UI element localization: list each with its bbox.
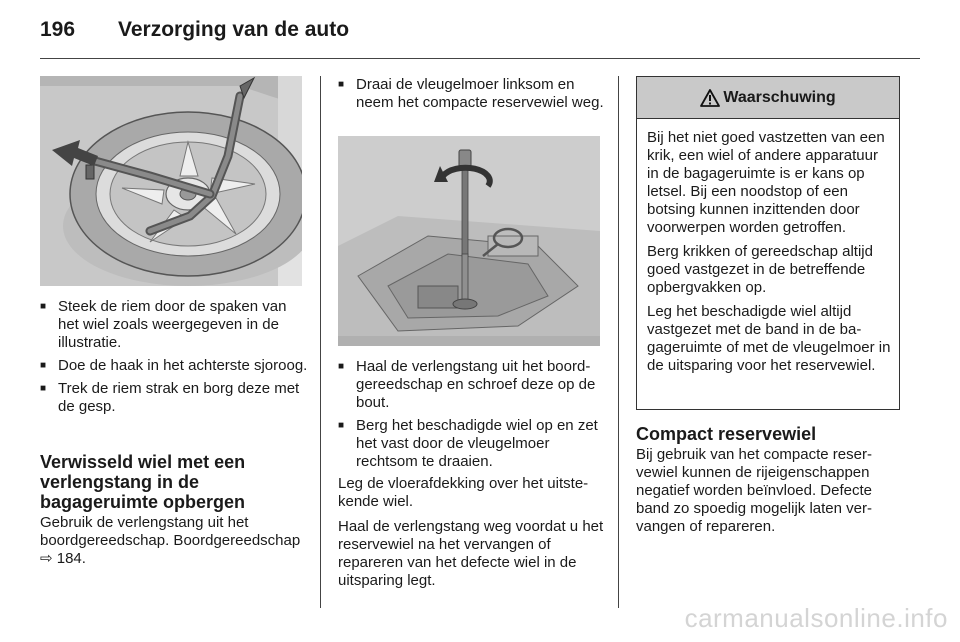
- paragraph-remove-rod: Haal de verlengstang weg voordat u het reservewiel na het vervangen of repareren van het defecte wiel in de uitsparing legt.: [338, 518, 604, 589]
- page-reference-link[interactable]: 184.: [56, 550, 86, 567]
- warning-header: [637, 77, 899, 119]
- chapter-title: Verzorging van de auto: [118, 18, 350, 41]
- warning-triangle-icon: [700, 89, 720, 107]
- list-item: ■ Doe de haak in het achterste sjoroog.: [40, 357, 308, 375]
- list-item: ■ Berg het beschadigde wiel op en zet het vast door de vleugelmoer rechtsom te draaien.: [338, 417, 606, 471]
- warning-paragraph: Leg het beschadigde wiel altijd vastgezet met de band in de bagageruimte of met de vleugelmoer in de uitsparing voor het reservewiel.: [647, 303, 891, 374]
- list-item: ■ Trek de riem strak en borg deze met de gesp.: [40, 380, 308, 416]
- warning-paragraph: Bij het niet goed vastzetten van een krik, een wiel of andere apparatuur in de bagageruimte is er kans op letsel. Bij een noodstop of een botsing kunnen inzittenden door voorwerpen worden getroffen.: [647, 129, 885, 236]
- paragraph-floor-cover: Leg de vloerafdekking over het uitstekende wiel.: [338, 475, 589, 510]
- page-header: [40, 16, 920, 50]
- extension-rod-bolt-illustration: [338, 136, 600, 346]
- list-item: ■ Haal de verlengstang uit het boordgereedschap en schroef deze op de bout.: [338, 358, 606, 412]
- warning-body: [637, 119, 899, 375]
- page-reference-arrow-icon: ⇨: [40, 550, 53, 567]
- warning-box: [636, 76, 900, 410]
- watermark-text: carmanualsonline.info: [684, 603, 948, 633]
- section-heading-stored-wheel: Verwisseld wiel met een verlengstang in de bagageruimte opbergen: [40, 452, 246, 512]
- page-number: 196: [40, 18, 76, 41]
- column-divider-1: [320, 76, 321, 608]
- list-item: ■ Draai de vleugelmoer linksom en neem het compacte reservewiel weg.: [338, 76, 606, 112]
- bullet-list-wing-nut: [338, 76, 606, 117]
- bullet-list-extension-rod: [338, 358, 606, 476]
- list-item: ■ Steek de riem door de spaken van het wiel zoals weergegeven in de illustratie.: [40, 298, 308, 352]
- paragraph-text: Gebruik de verlengstang uit het boordgereedschap. Boordgereedschap: [40, 514, 301, 549]
- paragraph-extension-rod: [40, 514, 302, 568]
- paragraph-compact-spare: Bij gebruik van het compacte reservewiel kunnen de rijeigenschappen negatief worden beïnvloed. Defecte band zo spoedig mogelijk laten vervangen of repareren.: [636, 446, 872, 535]
- warning-title: Waarschuwing: [723, 88, 836, 106]
- warning-paragraph: Berg krikken of gereedschap altijd goed vastgezet in de betreffende opbergvakken op.: [647, 243, 873, 296]
- column-divider-2: [618, 76, 619, 608]
- bullet-list-strap: [40, 298, 308, 421]
- section-heading-compact-spare: Compact reservewiel: [636, 424, 817, 444]
- spare-wheel-strap-illustration: [40, 76, 302, 286]
- header-rule: [40, 58, 920, 59]
